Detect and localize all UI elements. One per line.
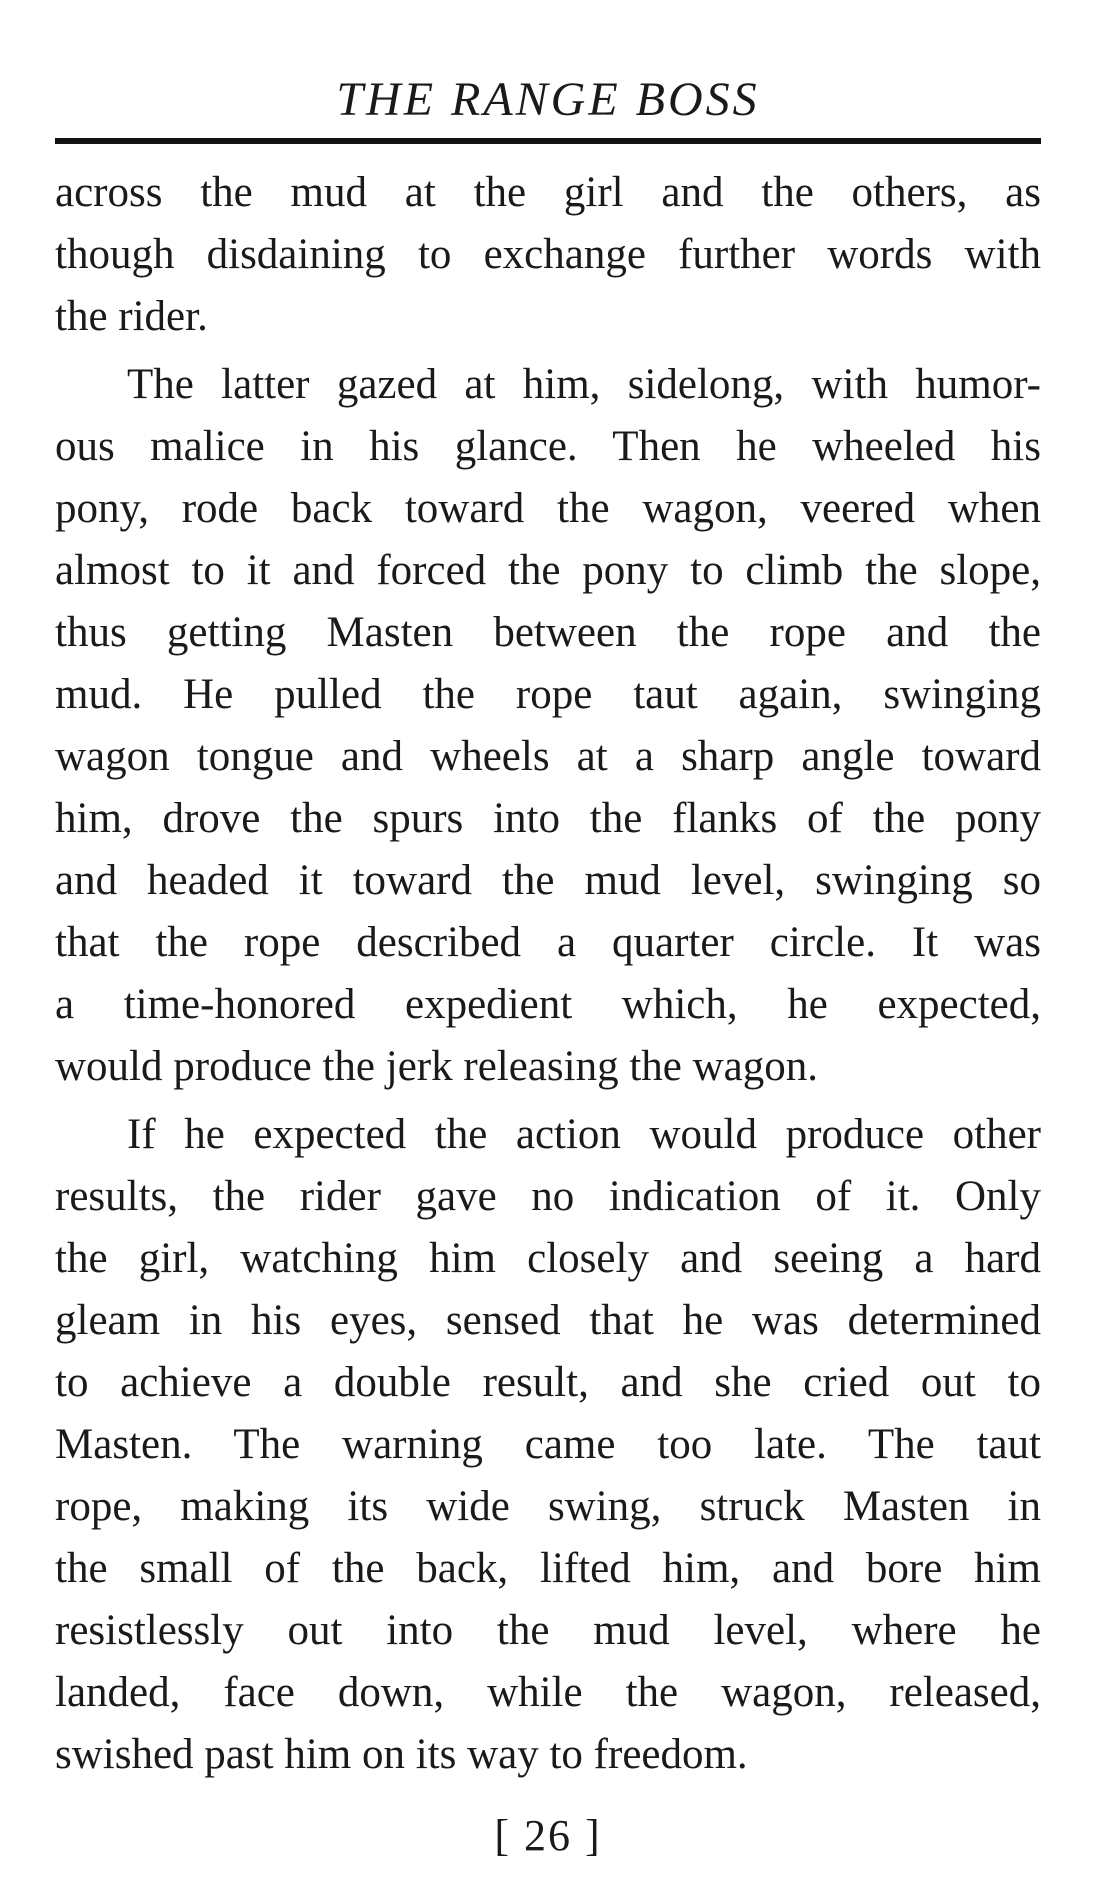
text-line: the rider.: [55, 293, 208, 340]
text-line: mud. He pulled the rope taut again, swinging: [55, 671, 1041, 718]
paragraph: [55, 162, 1041, 348]
text-line: that the rope described a quarter circle. It was: [55, 919, 1041, 966]
book-page: [55, 70, 1041, 1860]
text-line: and headed it toward the mud level, swinging so: [55, 857, 1041, 904]
text-line: If he expected the action would produce other: [127, 1111, 1041, 1158]
text-line: Masten. The warning came too late. The taut: [55, 1421, 1041, 1468]
text-line: the girl, watching him closely and seeing a hard: [55, 1235, 1041, 1282]
running-title: THE RANGE BOSS: [336, 73, 760, 126]
text-line: ous malice in his glance. Then he wheeled his: [55, 423, 1041, 470]
text-line: pony, rode back toward the wagon, veered when: [55, 485, 1041, 532]
paragraph: [55, 354, 1041, 1098]
text-line: The latter gazed at him, sidelong, with humor-: [127, 361, 1041, 408]
text-line: results, the rider gave no indication of it. Only: [55, 1173, 1041, 1220]
text-line: rope, making its wide swing, struck Masten in: [55, 1483, 1041, 1530]
paragraph: [55, 1104, 1041, 1786]
text-line: the small of the back, lifted him, and bore him: [55, 1545, 1041, 1592]
text-line: to achieve a double result, and she cried out to: [55, 1359, 1041, 1406]
header-rule: [55, 138, 1041, 144]
text-line: a time-honored expedient which, he expected,: [55, 981, 1041, 1028]
text-line: thus getting Masten between the rope and the: [55, 609, 1041, 656]
text-line: him, drove the spurs into the flanks of the pony: [55, 795, 1041, 842]
text-line: gleam in his eyes, sensed that he was determined: [55, 1297, 1041, 1344]
text-line: though disdaining to exchange further words with: [55, 231, 1041, 278]
text-line: resistlessly out into the mud level, where he: [55, 1607, 1041, 1654]
page-number: [ 26 ]: [494, 1811, 602, 1860]
text-line: landed, face down, while the wagon, released,: [55, 1669, 1041, 1716]
text-line: across the mud at the girl and the others, as: [55, 169, 1041, 216]
text-line: almost to it and forced the pony to climb the slope,: [55, 547, 1041, 594]
text-line: wagon tongue and wheels at a sharp angle toward: [55, 733, 1041, 780]
body-text: [55, 162, 1041, 1786]
text-line: would produce the jerk releasing the wagon.: [55, 1043, 818, 1090]
text-line: swished past him on its way to freedom.: [55, 1731, 748, 1778]
